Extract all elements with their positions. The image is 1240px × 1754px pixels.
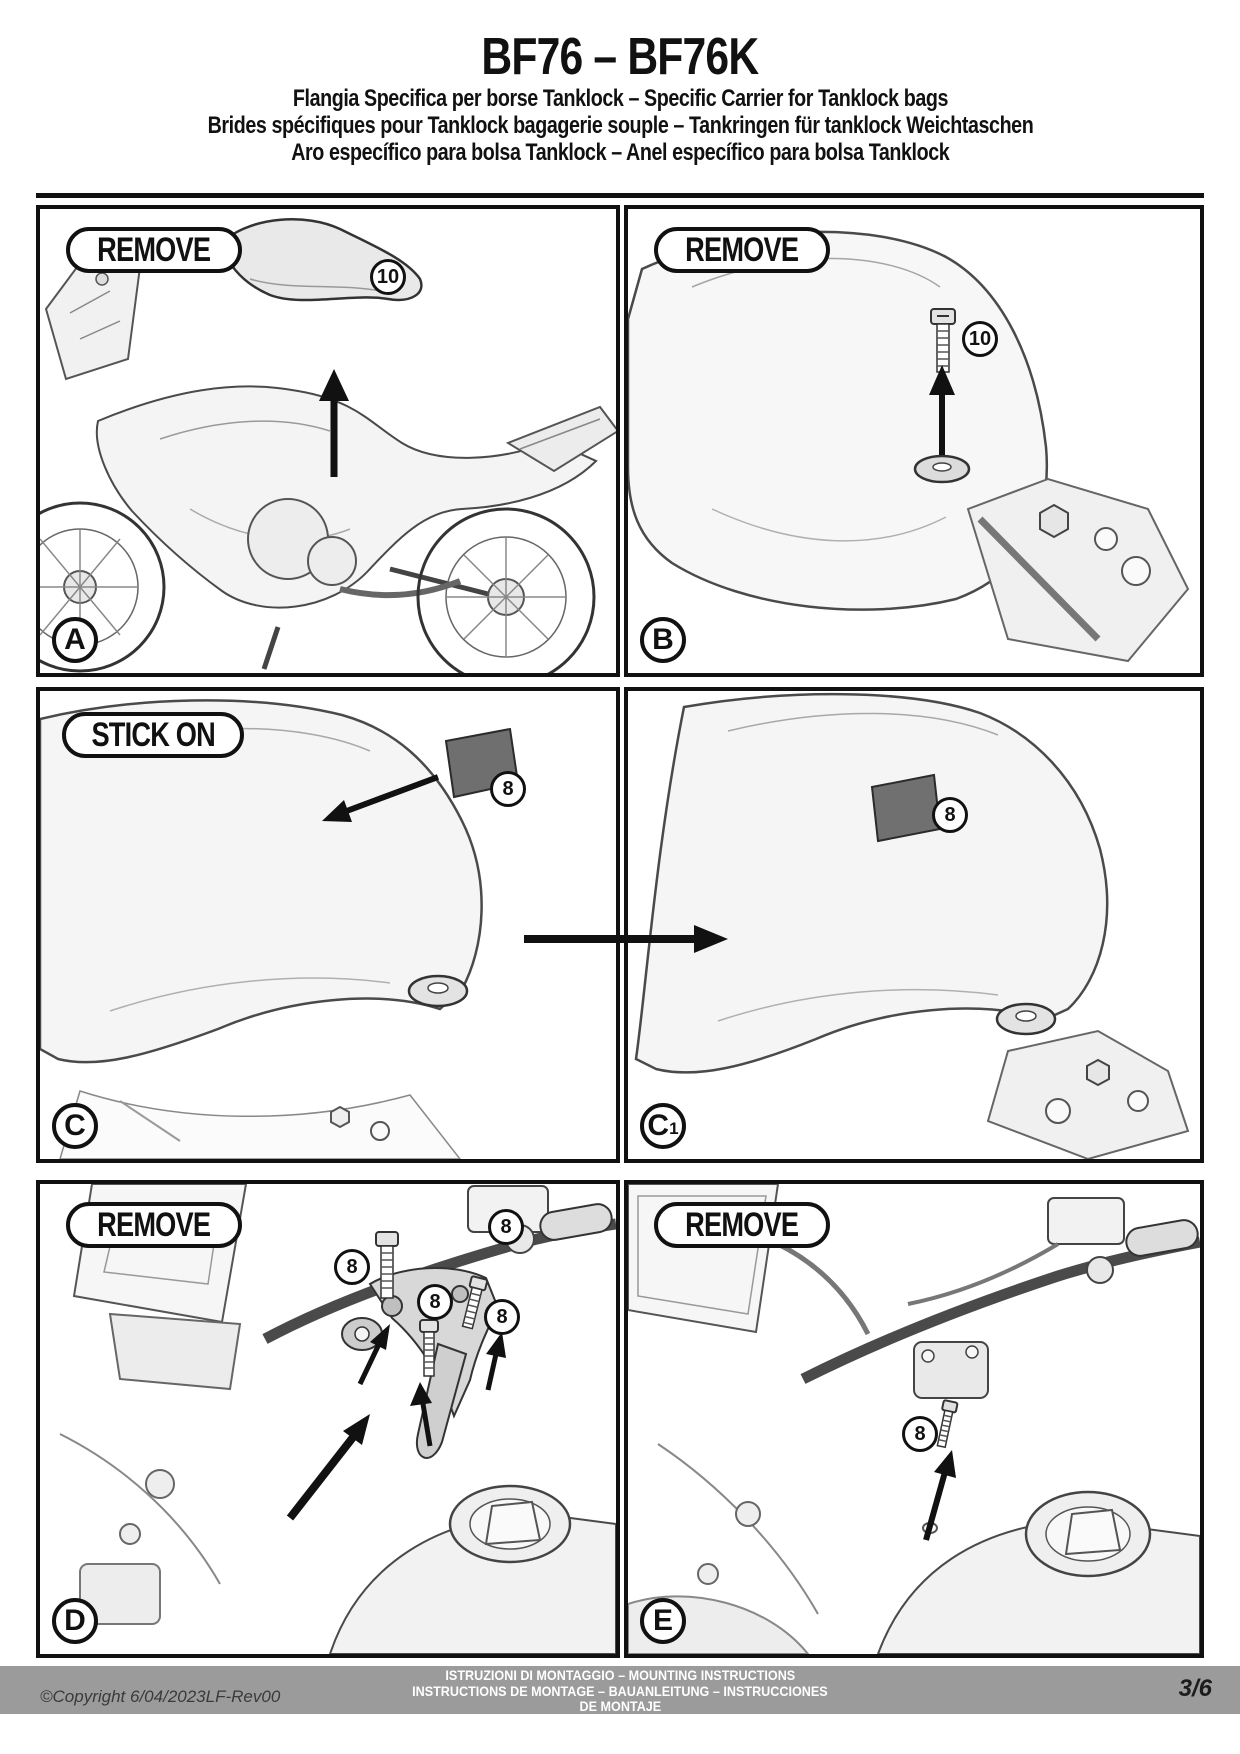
panel-a bbox=[36, 205, 620, 677]
action-label-remove: REMOVE bbox=[66, 227, 242, 273]
subtitle-fr-de: Brides spécifiques pour Tanklock bagagerie souple – Tankringen für tanklock Weichtaschen bbox=[207, 111, 1033, 139]
subtitle-es-pt: Aro específico para bolsa Tanklock – Anel específico para bolsa Tanklock bbox=[290, 138, 950, 166]
mounting-instructions-text: ISTRUZIONI DI MONTAGGIO – MOUNTING INSTRUCTIONS INSTRUCTIONS DE MONTAGE – BAUANLEITUNG – INSTRUCCIONES DE MONTAJE bbox=[412, 1667, 828, 1714]
part-badge-8: 8 bbox=[334, 1249, 370, 1285]
part-badge-8: 8 bbox=[490, 771, 526, 807]
action-label-stick-on: STICK ON bbox=[62, 712, 244, 758]
action-label-remove: REMOVE bbox=[654, 1202, 830, 1248]
panel-d-illustration bbox=[40, 1184, 616, 1654]
rear-wheel bbox=[418, 509, 594, 673]
part-badge-8: 8 bbox=[484, 1299, 520, 1335]
part-badge-10: 10 bbox=[962, 321, 998, 357]
part-badge-8: 8 bbox=[417, 1284, 453, 1320]
part-badge-8: 8 bbox=[902, 1416, 938, 1452]
arrow-right-icon bbox=[520, 922, 732, 956]
header bbox=[0, 0, 1240, 166]
action-label-remove: REMOVE bbox=[654, 227, 830, 273]
handlebar bbox=[803, 1198, 1200, 1398]
panel-letter-badge: C 1 bbox=[640, 1103, 686, 1149]
panel-b bbox=[624, 205, 1204, 677]
tank-mount-cap bbox=[997, 1004, 1055, 1034]
adhesive-pad-applied bbox=[872, 775, 940, 841]
frame-detail bbox=[60, 1091, 460, 1159]
page-number: 3/6 bbox=[1178, 1675, 1212, 1702]
subtitle-it-en: Flangia Specifica per borse Tanklock – Specific Carrier for Tanklock bags bbox=[292, 84, 948, 112]
panel-letter-badge: E bbox=[640, 1598, 686, 1644]
frame-detail bbox=[60, 1434, 220, 1624]
panel-e bbox=[624, 1180, 1204, 1658]
part-badge-8: 8 bbox=[932, 797, 968, 833]
fuel-tank-top bbox=[878, 1492, 1200, 1654]
fuel-tank-top bbox=[330, 1486, 616, 1654]
part-badge-10: 10 bbox=[370, 259, 406, 295]
action-label-remove: REMOVE bbox=[66, 1202, 242, 1248]
copyright-text: ©Copyright 6/04/2023LF-Rev00 bbox=[40, 1687, 281, 1706]
footer-bar bbox=[0, 1666, 1240, 1714]
header-divider bbox=[36, 193, 1204, 198]
panel-a-illustration bbox=[40, 209, 616, 673]
arrow-up-icon bbox=[926, 1450, 956, 1540]
screw-icon bbox=[934, 1400, 957, 1448]
panel-b-illustration bbox=[628, 209, 1200, 673]
panel-letter-badge: C bbox=[52, 1103, 98, 1149]
panel-letter-badge: B bbox=[640, 617, 686, 663]
arrow-diagonal-icon bbox=[290, 1414, 370, 1518]
part-badge-8: 8 bbox=[488, 1209, 524, 1245]
motorcycle-body bbox=[97, 386, 616, 669]
frame-detail bbox=[988, 1031, 1188, 1159]
rubber-grommet bbox=[915, 456, 969, 482]
panel-letter-badge: A bbox=[52, 617, 98, 663]
page-title: BF76 – BF76K bbox=[481, 28, 759, 86]
panel-d bbox=[36, 1180, 620, 1658]
frame-bracketry bbox=[968, 479, 1188, 661]
tank-mount-cap bbox=[409, 976, 467, 1006]
panel-letter-badge: D bbox=[52, 1598, 98, 1644]
